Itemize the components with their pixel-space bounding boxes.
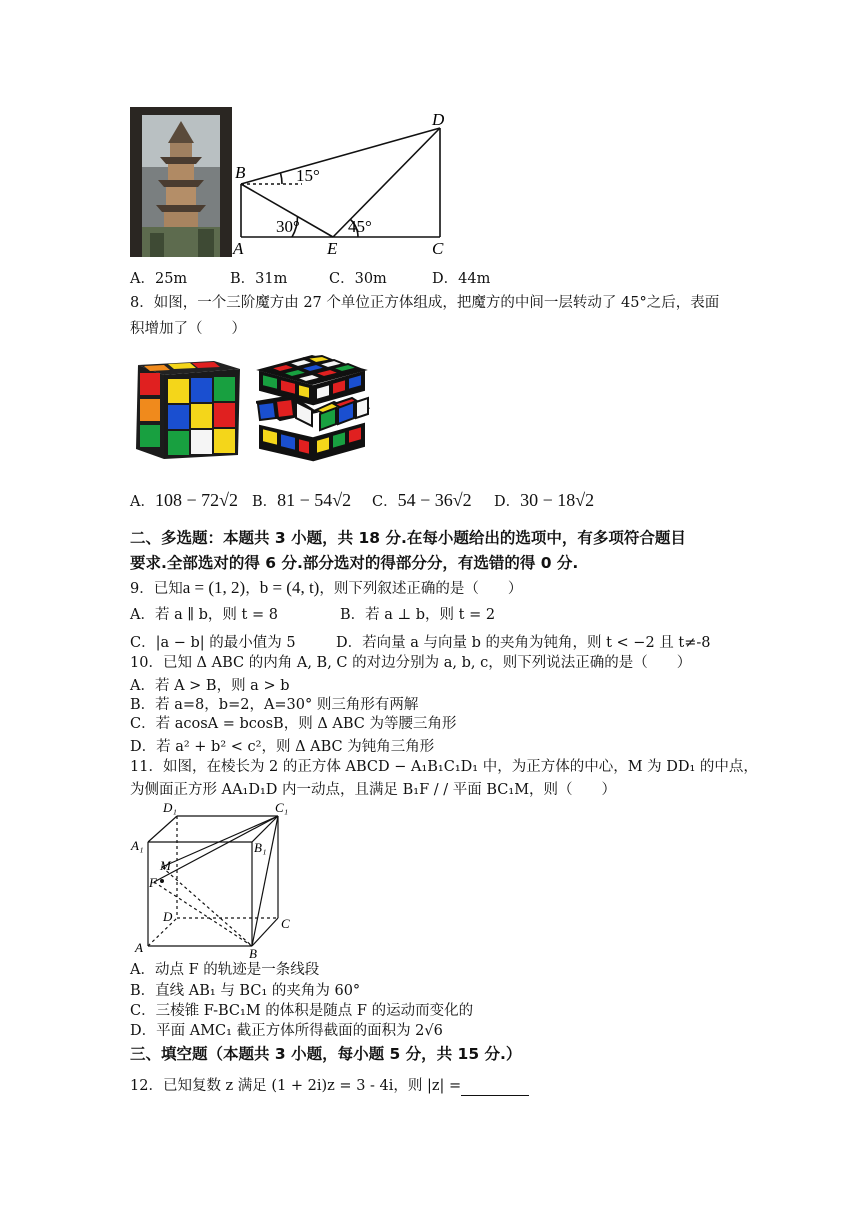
q9-stem: 9．已知a = (1, 2)，b = (4, t)，则下列叙述正确的是（ ）	[130, 578, 523, 597]
q9-option-d: D．若向量 a 与向量 b 的夹角为钝角，则 t < −2 且 t≠-8	[336, 635, 711, 651]
label-D: D	[163, 909, 173, 924]
q8-option-c: C．54 − 36√2	[372, 490, 472, 510]
q9-option-c: C．|a − b| 的最小值为 5	[130, 635, 296, 651]
label-A: A	[135, 940, 143, 955]
q12-stem: 12．已知复数 z 满足 (1 + 2i)z = 3 - 4i，则 |z| =	[130, 1076, 529, 1096]
q8-stem-line1: 8．如图，一个三阶魔方由 27 个单位正方体组成，把魔方的中间一层转动了 45°之后，表面	[130, 295, 720, 311]
q9-option-b: B．若 a ⊥ b，则 t = 2	[340, 607, 496, 623]
q7-option-a: A．25m	[130, 271, 188, 287]
section2-heading-line2: 要求.全部选对的得 6 分.部分选对的得部分分，有选错的得 0 分.	[130, 554, 579, 572]
q8-option-a: A．108 − 72√2	[130, 490, 239, 510]
pagoda-photo	[130, 107, 232, 257]
label-C: C	[281, 916, 290, 931]
label-A1: A₁	[131, 838, 144, 853]
cube-figure	[130, 800, 300, 958]
q9-option-a: A．若 a ∥ b，则 t = 8	[130, 607, 278, 623]
q8-option-b: B．81 − 54√2	[252, 490, 352, 510]
label-C: C	[432, 239, 444, 258]
q11-option-a: A．动点 F 的轨迹是一条线段	[130, 962, 320, 978]
label-E: E	[327, 239, 338, 258]
label-D: D	[432, 110, 445, 129]
label-D1: D₁	[163, 800, 177, 815]
label-B: B	[249, 946, 257, 958]
label-A: A	[233, 239, 244, 258]
q11-option-d: D．平面 AMC₁ 截正方体所得截面的面积为 2√6	[130, 1023, 443, 1039]
q11-option-c: C．三棱锥 F-BC₁M 的体积是随点 F 的运动而变化的	[130, 1003, 474, 1019]
label-M: M	[160, 858, 171, 873]
q7-option-d: D．44m	[432, 271, 491, 287]
label-B1: B₁	[254, 840, 267, 855]
label-C1: C₁	[275, 800, 289, 815]
angle-30: 30°	[276, 217, 300, 236]
label-B: B	[235, 163, 246, 182]
q10-option-c: C．若 acosA = bcosB，则 Δ ABC 为等腰三角形	[130, 716, 457, 732]
q8-stem-line2: 积增加了（ ）	[130, 321, 246, 337]
angle-15: 15°	[296, 166, 320, 185]
q8-option-d: D．30 − 18√2	[494, 490, 595, 510]
q7-option-c: C．30m	[329, 271, 387, 287]
q10-option-b: B．若 a=8，b=2，A=30° 则三角形有两解	[130, 697, 419, 713]
rotated-rubiks-cube	[256, 352, 370, 466]
q10-option-d: D．若 a² + b² < c²，则 Δ ABC 为钝角三角形	[130, 739, 435, 755]
q11-stem-line1: 11．如图，在棱长为 2 的正方体 ABCD − A₁B₁C₁D₁ 中，为正方体的中心，M 为 DD₁ 的中点，	[130, 759, 758, 775]
tower-geometry-figure	[232, 108, 452, 260]
label-F: F	[149, 875, 157, 890]
section3-heading: 三、填空题（本题共 3 小题，每小题 5 分，共 15 分.）	[130, 1045, 522, 1063]
q7-option-b: B．31m	[230, 271, 288, 287]
q12-answer-blank[interactable]	[461, 1081, 529, 1096]
q11-stem-line2: 为侧面正方形 AA₁D₁D 内一动点，且满足 B₁F / / 平面 BC₁M，则（ ）	[130, 782, 617, 798]
section2-heading-line1: 二、多选题：本题共 3 小题，共 18 分.在每小题给出的选项中，有多项符合题目	[130, 529, 686, 547]
q11-option-b: B．直线 AB₁ 与 BC₁ 的夹角为 60°	[130, 983, 361, 999]
rubiks-cube-photo	[130, 355, 242, 463]
angle-45: 45°	[348, 217, 372, 236]
q10-option-a: A．若 A > B，则 a > b	[130, 678, 290, 694]
q10-stem: 10．已知 Δ ABC 的内角 A, B, C 的对边分别为 a, b, c，则下列说法正确的是（ ）	[130, 655, 692, 671]
